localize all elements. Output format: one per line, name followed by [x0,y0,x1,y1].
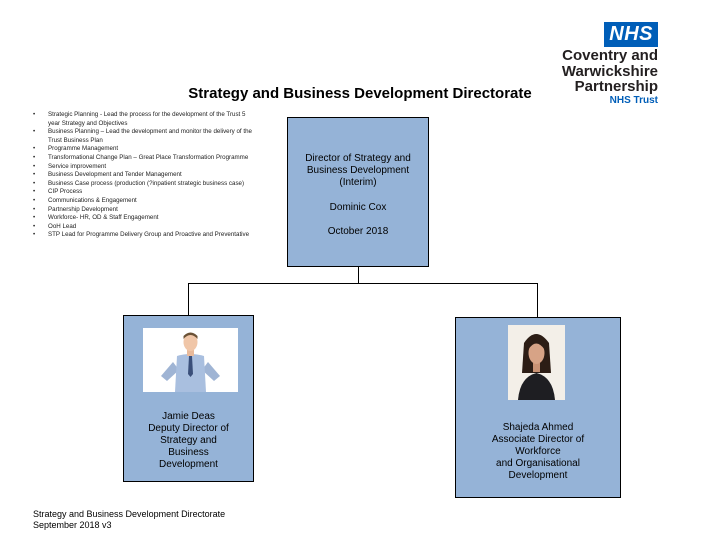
associate-role-line3: and Organisational [496,458,580,469]
director-date: October 2018 [327,226,389,237]
list-item: • Business Development and Tender Management [33,171,258,180]
director-box [287,117,429,267]
connector-vertical-top [358,267,359,284]
associate-name: Shajeda Ahmed [502,422,574,433]
associate-role-line2: Workforce [515,446,561,457]
list-item: • Transformational Change Plan – Great Place Transformation Programme [33,154,258,163]
footer-line2: September 2018 v3 [33,520,112,530]
list-item: • Service improvement [33,163,258,172]
director-name: Dominic Cox [329,202,387,213]
list-item: • Partnership Development [33,206,258,215]
list-item: • Workforce- HR, OD & Staff Engagement [33,214,258,223]
person-icon [143,328,238,392]
connector-left-drop [188,283,189,315]
associate-role-line1: Associate Director of [491,434,585,445]
deputy-role-line4: Development [159,459,218,470]
list-item: • Communications & Engagement [33,197,258,206]
associate-role-line4: Development [508,470,568,481]
list-item: • OoH Lead [33,223,258,232]
associate-photo [508,325,565,400]
person-icon [508,325,565,400]
director-role-line3: (Interim) [339,177,377,188]
deputy-name: Jamie Deas [162,411,215,422]
connector-horizontal [188,283,538,284]
director-role-line1: Director of Strategy and [305,153,411,164]
list-item: • Business Planning – Lead the development and monitor the delivery of the Trust Business Plan [33,128,258,145]
deputy-role-line3: Business [168,447,209,458]
list-item: • Programme Management [33,145,258,154]
footer-line1: Strategy and Business Development Directorate [33,509,226,519]
deputy-role-line2: Strategy and [160,435,217,446]
list-item: • Strategic Planning - Lead the process for the development of the Trust 5 year Strategy and Objectives [33,111,258,128]
list-item: • STP Lead for Programme Delivery Group and Proactive and Preventative [33,231,258,240]
org-name-line2: Warwickshire Partnership [561,63,658,95]
list-item: • CIP Process [33,188,258,197]
connector-right-drop [537,283,538,317]
nhs-badge: NHS [604,22,658,47]
page-title: Strategy and Business Development Directorate [188,85,532,102]
org-name-line1: Coventry and [562,47,658,64]
footer [33,509,225,531]
deputy-photo [143,328,238,392]
org-name-line3: NHS Trust [609,95,658,106]
list-item: • Business Case process (production (?inpatient strategic business case) [33,180,258,189]
director-role-line2: Business Development [306,165,410,176]
responsibilities-list [33,111,258,240]
deputy-role-line1: Deputy Director of [148,423,229,434]
